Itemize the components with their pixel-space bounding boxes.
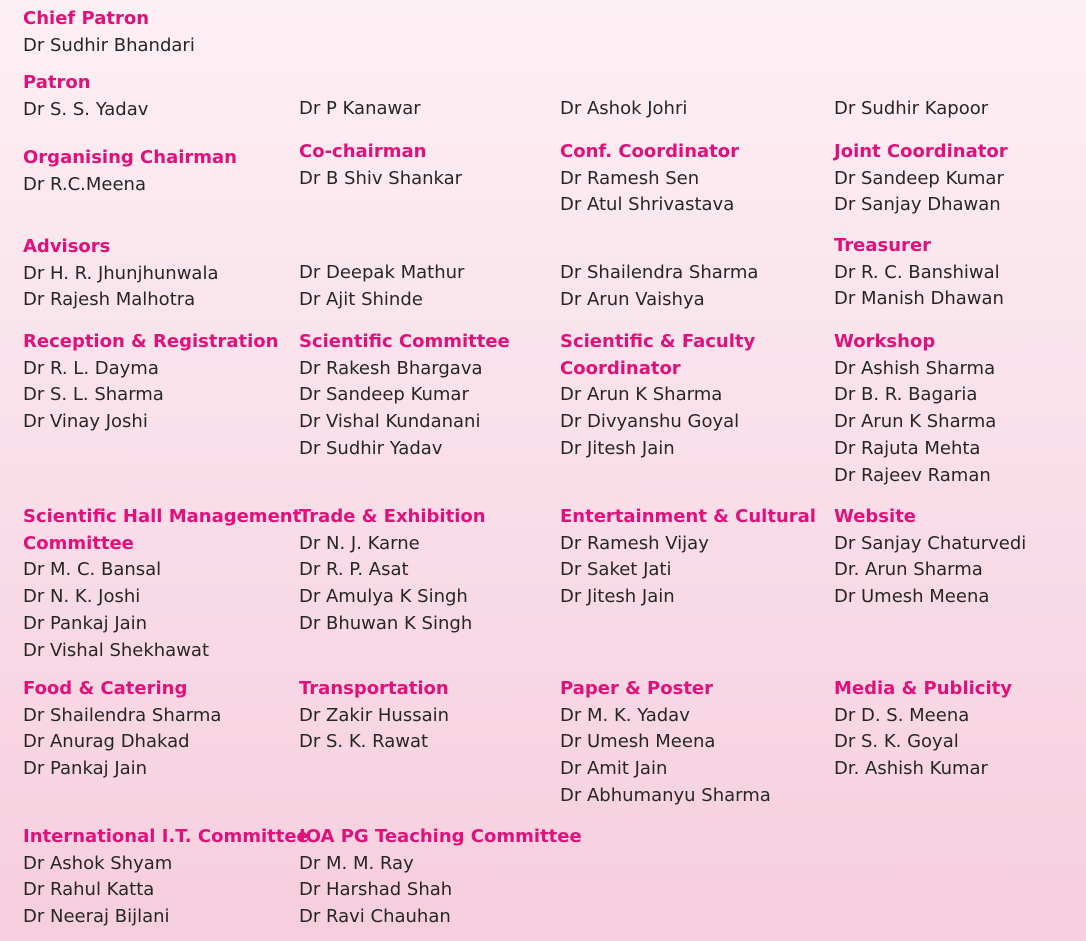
section-title: Reception & Registration: [23, 331, 279, 352]
section-advisors: [23, 234, 219, 314]
member-name: Dr M. C. Bansal: [23, 559, 162, 581]
member-name: Dr Sanjay Dhawan: [834, 194, 1001, 216]
member-name: Dr Sandeep Kumar: [834, 167, 1004, 189]
member-name: Dr Sudhir Bhandari: [23, 34, 195, 56]
section-paper-poster: [560, 676, 771, 810]
member-name: Dr B. R. Bagaria: [834, 384, 978, 406]
member-name: Dr B Shiv Shankar: [299, 167, 463, 189]
member-name: Dr Arun K Sharma: [834, 411, 997, 433]
section-patron-col4: [834, 96, 988, 123]
section-title: Chief Patron: [23, 8, 150, 29]
member-name: Dr M. K. Yadav: [560, 704, 690, 726]
member-name: Dr Arun Vaishya: [560, 288, 705, 310]
member-name: Dr P Kanawar: [299, 98, 421, 119]
member-name: Dr Sandeep Kumar: [299, 384, 469, 406]
member-name: Dr Jitesh Jain: [560, 437, 675, 459]
member-name: Dr N. J. Karne: [299, 532, 420, 554]
section-title: Scientific Hall Management: [23, 506, 302, 527]
member-name: Dr Rajesh Malhotra: [23, 289, 196, 311]
section-title-line2: Committee: [23, 532, 134, 554]
section-title: Joint Coordinator: [834, 141, 1008, 162]
member-name: Dr. Arun Sharma: [834, 559, 983, 581]
member-name: Dr R. C. Banshiwal: [834, 261, 1000, 283]
member-name: Dr M. M. Ray: [299, 852, 414, 874]
section-trade-exhibition: [299, 504, 486, 638]
section-title: Treasurer: [834, 235, 932, 256]
member-name: Dr Rakesh Bhargava: [299, 357, 483, 379]
member-name: Dr Manish Dhawan: [834, 288, 1004, 310]
member-name: Dr Pankaj Jain: [23, 758, 148, 780]
section-title: Organising Chairman: [23, 147, 237, 168]
section-title: Patron: [23, 72, 91, 93]
member-name: Dr Bhuwan K Singh: [299, 612, 473, 634]
section-title: Scientific & Faculty: [560, 331, 756, 352]
section-title: Media & Publicity: [834, 678, 1012, 699]
section-title-line2: Coordinator: [560, 357, 681, 379]
member-name: Dr N. K. Joshi: [23, 586, 141, 608]
member-name: Dr Sudhir Kapoor: [834, 98, 989, 119]
member-name: Dr H. R. Jhunjhunwala: [23, 262, 219, 284]
member-name: Dr R. P. Asat: [299, 559, 409, 581]
section-title: Trade & Exhibition: [299, 506, 486, 527]
section-title: Paper & Poster: [560, 678, 714, 699]
member-name: Dr Shailendra Sharma: [560, 262, 759, 283]
member-name: Dr Sudhir Yadav: [299, 437, 443, 459]
member-name: Dr Vishal Kundanani: [299, 411, 481, 433]
section-hall-management: [23, 504, 301, 664]
section-international-it: [23, 824, 309, 931]
member-name: Dr. Ashish Kumar: [834, 758, 988, 780]
section-reception-registration: [23, 329, 278, 436]
member-name: Dr Ashish Sharma: [834, 357, 996, 379]
section-scientific-faculty-coordinator: [560, 329, 755, 463]
member-name: Dr S. K. Rawat: [299, 731, 429, 753]
member-name: Dr Shailendra Sharma: [23, 704, 222, 726]
section-title: Advisors: [23, 236, 111, 257]
member-name: Dr S. K. Goyal: [834, 731, 959, 753]
section-title: Food & Catering: [23, 678, 188, 699]
section-advisors-col2: [299, 260, 464, 313]
section-organising-chairman: [23, 145, 237, 198]
member-name: Dr Amulya K Singh: [299, 586, 468, 608]
section-joint-coordinator: [834, 139, 1008, 219]
section-ioa-pg-teaching: [299, 824, 582, 931]
section-entertainment-cultural: [560, 504, 816, 611]
member-name: Dr Rajeev Raman: [834, 464, 991, 486]
section-website: [834, 504, 1026, 611]
member-name: Dr Divyanshu Goyal: [560, 411, 740, 433]
member-name: Dr S. S. Yadav: [23, 98, 149, 120]
member-name: Dr Harshad Shah: [299, 879, 453, 901]
member-name: Dr Ashok Johri: [560, 98, 688, 119]
member-name: Dr Sanjay Chaturvedi: [834, 532, 1027, 554]
section-co-chairman: [299, 139, 462, 192]
section-treasurer: [834, 233, 1004, 313]
member-name: Dr Deepak Mathur: [299, 262, 465, 283]
section-title: Scientific Committee: [299, 331, 510, 352]
member-name: Dr Arun K Sharma: [560, 384, 723, 406]
member-name: Dr Atul Shrivastava: [560, 194, 735, 216]
member-name: Dr Vishal Shekhawat: [23, 639, 210, 661]
member-name: Dr R.C.Meena: [23, 173, 146, 195]
member-name: Dr Umesh Meena: [834, 586, 990, 608]
member-name: Dr Abhumanyu Sharma: [560, 784, 771, 806]
member-name: Dr Ajit Shinde: [299, 288, 423, 310]
section-title: IOA PG Teaching Committee: [299, 826, 582, 847]
section-title: Workshop: [834, 331, 936, 352]
section-conf-coordinator: [560, 139, 739, 219]
section-advisors-col3: [560, 260, 758, 313]
section-food-catering: [23, 676, 221, 783]
member-name: Dr S. L. Sharma: [23, 384, 164, 406]
member-name: Dr Rajuta Mehta: [834, 437, 981, 459]
member-name: Dr R. L. Dayma: [23, 357, 159, 379]
section-transportation: [299, 676, 449, 756]
member-name: Dr Ashok Shyam: [23, 852, 173, 874]
member-name: Dr Neeraj Bijlani: [23, 906, 170, 928]
section-patron-col2: [299, 96, 421, 123]
member-name: Dr D. S. Meena: [834, 704, 970, 726]
section-title: Entertainment & Cultural: [560, 506, 816, 527]
member-name: Dr Ramesh Sen: [560, 167, 700, 189]
section-patron-col3: [560, 96, 687, 123]
member-name: Dr Anurag Dhakad: [23, 731, 190, 753]
member-name: Dr Ramesh Vijay: [560, 532, 709, 554]
member-name: Dr Pankaj Jain: [23, 612, 148, 634]
member-name: Dr Amit Jain: [560, 758, 668, 780]
member-name: Dr Umesh Meena: [560, 731, 716, 753]
member-name: Dr Ravi Chauhan: [299, 906, 451, 928]
section-title: Conf. Coordinator: [560, 141, 740, 162]
section-title: Co-chairman: [299, 141, 427, 162]
section-patron: [23, 70, 148, 123]
section-workshop: [834, 329, 996, 489]
section-media-publicity: [834, 676, 1012, 783]
section-title: International I.T. Committee: [23, 826, 309, 847]
section-scientific-committee: [299, 329, 510, 463]
member-name: Dr Zakir Hussain: [299, 704, 450, 726]
section-title: Website: [834, 506, 917, 527]
section-title: Transportation: [299, 678, 449, 699]
member-name: Dr Vinay Joshi: [23, 411, 148, 433]
member-name: Dr Saket Jati: [560, 559, 672, 581]
member-name: Dr Jitesh Jain: [560, 586, 675, 608]
member-name: Dr Rahul Katta: [23, 879, 155, 901]
section-chief-patron: [23, 6, 195, 59]
